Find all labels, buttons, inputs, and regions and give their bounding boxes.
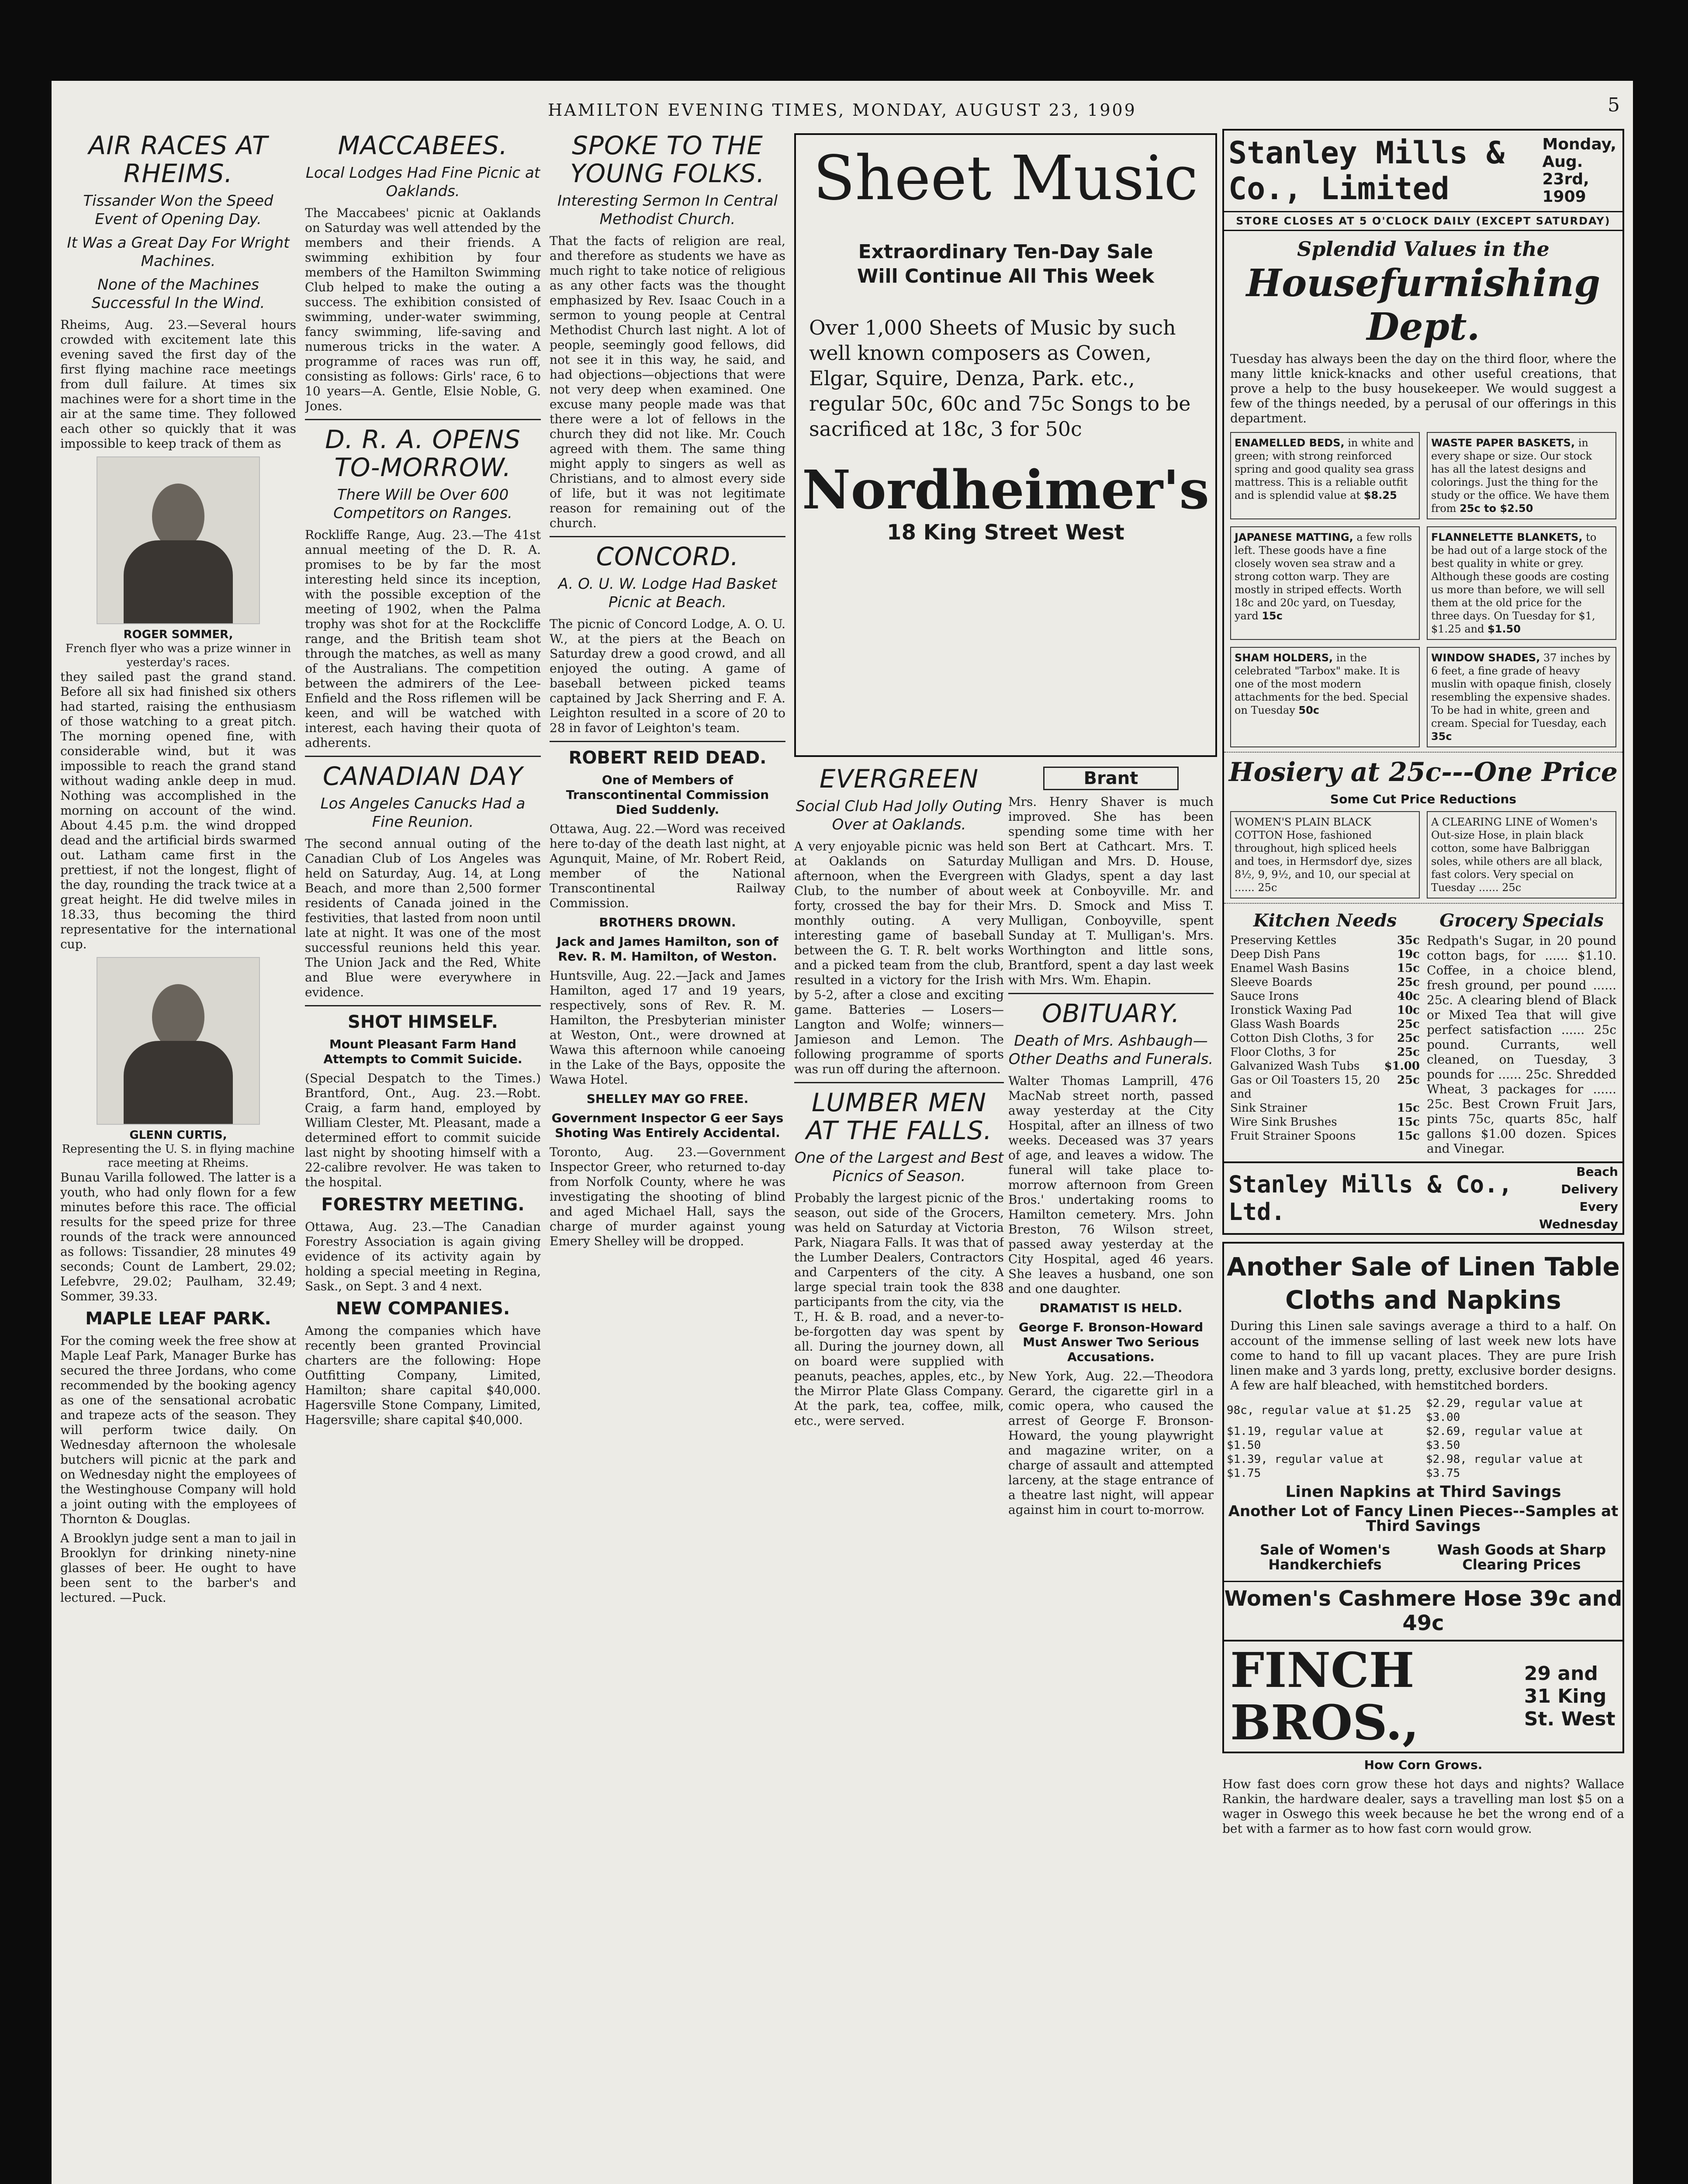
- kitchen-item: [1230, 947, 1420, 961]
- sheet-music-ad: [794, 133, 1217, 757]
- kitchen-item-name: Cotton Dish Cloths, 3 for: [1230, 1032, 1374, 1045]
- product-price: 25c to $2.50: [1460, 502, 1533, 515]
- ad-body: Over 1,000 Sheets of Music by such well known composers as Cowen, Elgar, Squire, Denza, Park. etc., regular 50c, 60c and 75c Songs to be sacrificed at 18c, 3 for 50c: [809, 316, 1191, 441]
- ad-firm: Stanley Mills & Co., Limited: [1228, 135, 1505, 207]
- divider: [1224, 903, 1622, 904]
- ad-subtitle: Will Continue All This Week: [857, 265, 1155, 287]
- article-paragraph: Ottawa, Aug. 22.—Word was received here to-day of the death last night, at Agunquit, Maine, of Mr. Robert Reid, member of the National Transcontinental Railway Commission.: [550, 822, 785, 910]
- kitchen-list: [1230, 933, 1420, 1143]
- hosiery-item: WOMEN'S PLAIN BLACK COTTON Hose, fashioned throughout, high spliced heels and toes, in Hermsdorf dye, sizes 8½, 9, 9½, and 10, our special at ...... 25c: [1230, 811, 1420, 898]
- column-maccabees: [305, 129, 541, 2184]
- portrait-glenn-curtis: [97, 957, 260, 1125]
- ad-address: 18 King Street West: [887, 520, 1124, 545]
- headline-maccabees: MACCABEES.: [338, 131, 508, 160]
- article-paragraph: Among the companies which have recently been granted Provincial charters are the following: Hope Outfitting Company, Limited, Hamilton; share capital $40,000. Hagersville Stone Company, Limited, Hagersville; share capital $40,000.: [305, 1324, 541, 1427]
- kitchen-item-name: Preserving Kettles: [1230, 934, 1337, 947]
- headline-shelley: SHELLEY MAY GO FREE.: [586, 1092, 749, 1106]
- kitchen-item: [1230, 961, 1420, 975]
- deck: Mount Pleasant Farm Hand Attempts to Commit Suicide.: [323, 1037, 522, 1066]
- product-title: ENAMELLED BEDS,: [1235, 437, 1345, 449]
- deck: Tissander Won the Speed Event of Opening Day.: [83, 192, 273, 228]
- kitchen-item-name: Sleeve Boards: [1230, 976, 1312, 989]
- ad-title: Sheet Music: [813, 143, 1198, 214]
- grocery-specials: [1427, 908, 1616, 1156]
- beach-delivery: Beach Delivery Every Wednesday: [1539, 1165, 1618, 1231]
- ad-subtitle: Extraordinary Ten-Day Sale: [858, 241, 1153, 263]
- napkins-title: Linen Napkins at Third Savings: [1285, 1483, 1561, 1501]
- handkerchief-title: Sale of Women's Handkerchiefs: [1259, 1541, 1391, 1573]
- masthead: HAMILTON EVENING TIMES, MONDAY, AUGUST 23, 1909: [548, 100, 1137, 120]
- ad-subtitle: Splendid Values in the: [1297, 237, 1550, 261]
- headline-concord: CONCORD.: [596, 542, 739, 571]
- kitchen-item-name: Enamel Wash Basins: [1230, 962, 1349, 975]
- product-item: [1230, 647, 1420, 747]
- deck: None of the Machines Successful In the Wind.: [91, 276, 265, 312]
- linen-price-cell: $2.69, regular value at $3.50: [1426, 1425, 1584, 1452]
- kitchen-item-name: Gas or Oil Toasters 15, 20 and: [1230, 1074, 1380, 1101]
- article-paragraph: The Maccabees' picnic at Oaklands on Saturday was well attended by the members and their friends. A swimming exhibition by four members of the Hamilton Swimming Club helped to make the outing a success. The exhibition consisted of swimming, under-water swimming, fancy swimming, life-saving and numerous tricks in the water. A programme of races was run off, consisting as follows: Girls' race, 6 to 10 years—A. Gentle, Elsie Noble, G. Jones.: [305, 206, 541, 413]
- headline-air-races: AIR RACES AT RHEIMS.: [88, 131, 268, 188]
- kitchen-item-name: Deep Dish Pans: [1230, 948, 1320, 961]
- kitchen-item-price: 15c: [1397, 1130, 1420, 1143]
- kitchen-item: [1230, 975, 1420, 989]
- divider: [305, 419, 541, 420]
- finch-firm: FINCH BROS.,: [1230, 1642, 1419, 1751]
- kitchen-item-price: 25c: [1397, 976, 1420, 989]
- ad-intro: Tuesday has always been the day on the third floor, where the many little knick-knacks and other useful creations, that prove a help to the busy housekeeper. We would suggest a few of the things needed, by a perusal of our offerings in this department.: [1230, 352, 1616, 425]
- newspaper-page: [52, 81, 1633, 2184]
- grocery-title: Grocery Specials: [1439, 910, 1604, 931]
- kitchen-item-name: Floor Cloths, 3 for: [1230, 1046, 1336, 1059]
- page-number: 5: [1608, 94, 1620, 116]
- article-paragraph: Huntsville, Aug. 22.—Jack and James Hamilton, aged 17 and 19 years, respectively, sons of Rev. R. M. Hamilton, the Presbyterian minister at Weston, Ont., were drowned at Wawa this afternoon while canoeing in the Lake of the Bays, opposite the Wawa Hotel.: [550, 968, 785, 1087]
- deck: Jack and James Hamilton, son of Rev. R. M. Hamilton, of Weston.: [557, 934, 778, 964]
- kitchen-item: [1230, 1073, 1420, 1101]
- product-price: 50c: [1298, 704, 1320, 716]
- kitchen-item-price: 35c: [1397, 934, 1420, 947]
- product-text: in the celebrated "Tarbox" make. It is one of the most modern attachments for the bed. Special on Tuesday: [1235, 652, 1408, 716]
- headline-dramatist: DRAMATIST IS HELD.: [1039, 1301, 1183, 1315]
- linen-price-cell: 98c, regular value at $1.25: [1227, 1404, 1411, 1417]
- kitchen-item: [1230, 1115, 1420, 1129]
- headline-robert-reid: ROBERT REID DEAD.: [568, 748, 767, 768]
- headline-forestry: FORESTRY MEETING.: [321, 1195, 525, 1215]
- photo-caption: ROGER SOMMER,: [123, 628, 233, 641]
- kitchen-item-name: Galvanized Wash Tubs: [1230, 1060, 1360, 1073]
- article-paragraph: Mrs. Henry Shaver is much improved. She has been spending some time with her son Bert at Cathcart. Mrs. T. Mulligan and Mrs. D. House, with Gladys, spent a day last week at Conboyville. Mr. and Mrs. D. Smock and Miss T. Mulligan, Conboyville, spent Sunday at T. Mulligan's. Mrs. Worthington and little sons, Brantford, spent a day last week with Mrs. Wm. Ehapin.: [1008, 795, 1214, 987]
- linen-price-cell: $1.39, regular value at $1.75: [1227, 1453, 1384, 1480]
- product-price: 35c: [1431, 730, 1452, 743]
- headline-obituary: OBITUARY.: [1042, 999, 1180, 1028]
- article-paragraph: New York, Aug. 22.—Theodora Gerard, the cigarette girl in a comic opera, who caused the arrest of George F. Bronson-Howard, the young playwright and magazine writer, on a charge of assault and attempted larceny, at the stage entrance of a theatre last night, will appear against him in court to-morrow.: [1008, 1369, 1214, 1517]
- product-price: $8.25: [1363, 489, 1397, 501]
- ad-firm-footer: Stanley Mills & Co., Ltd.: [1228, 1171, 1513, 1226]
- product-price: $1.50: [1487, 623, 1521, 635]
- kitchen-item-name: Fruit Strainer Spoons: [1230, 1130, 1356, 1143]
- column-evergreen: [794, 762, 1004, 2184]
- headline-maple-leaf-park: MAPLE LEAF PARK.: [85, 1309, 271, 1329]
- linen-title: Cloths and Napkins: [1285, 1285, 1561, 1315]
- linen-price-row: [1224, 1452, 1622, 1480]
- hosiery-item: A CLEARING LINE of Women's Out-size Hose, in plain black cotton, some have Balbriggan soles, while others are all black, fast colors. Very special on Tuesday ...... 25c: [1427, 811, 1616, 898]
- linen-sale-ad: [1222, 1242, 1624, 1753]
- ad-date: Monday, Aug. 23rd, 1909: [1542, 135, 1616, 206]
- kitchen-item-price: 15c: [1397, 962, 1420, 975]
- linen-price-row: [1224, 1396, 1622, 1424]
- kitchen-item: [1230, 1129, 1420, 1143]
- divider: [305, 1005, 541, 1006]
- headline-canadian-day: CANADIAN DAY: [322, 761, 523, 791]
- deck: There Will be Over 600 Competitors on Ranges.: [333, 486, 512, 522]
- column-brant: [1008, 762, 1214, 2184]
- product-text: in white and green; with strong reinforced spring and good quality sea grass mattress. This is a reliable outfit and is splendid value at: [1235, 437, 1414, 501]
- article-paragraph: Rheims, Aug. 23.—Several hours crowded with excitement late this evening saved the first day of the first flying machine race meetings from dull failure. At times six machines were for a short time in the air at the same time. They followed each other so quickly that it was impossible to keep track of them as: [60, 318, 296, 451]
- handkerchief-wash-grid: [1224, 1538, 1622, 1576]
- article-paragraph: Rockliffe Range, Aug. 23.—The 41st annual meeting of the D. R. A. promises to be by far the most interesting held since its inception, with the possible exception of the meeting of 1902, when the Palma trophy was shot for at the Rockcliffe range, and the British team shot through the matches, as well as many of the Australians. The competition between the admirers of the Lee-Enfield and the Ross riflemen will be keen, and will be watched with interest, each having their quota of adherents.: [305, 528, 541, 750]
- hosiery-title: Hosiery at 25c---One Price: [1228, 757, 1618, 788]
- kitchen-item-price: 15c: [1397, 1102, 1420, 1115]
- article-paragraph: The second annual outing of the Canadian Club of Los Angeles was held on Saturday, Aug. 14, at Long Beach, and more than 2,500 former residents of Canada joined in the festivities, that lasted from noon until late at night. It was one of the most successful reunions held this year. The Union Jack and the Red, White and Blue were everywhere in evidence.: [305, 836, 541, 999]
- article-paragraph: A very enjoyable picnic was held at Oaklands on Saturday afternoon, when the Evergreen Club, to the number of about forty, crossed the bay for their monthly outing. A very interesting game of baseball between the G. T. R. belt works and a picked team from the club, resulted in a victory for the Irish by 5-2, after a close and exciting game. Batteries — Losers—Langton and Wolfe; winners—Jamieson and Lemon. The following programme of sports was run off during the afternoon.: [794, 839, 1004, 1076]
- article-paragraph: Bunau Varilla followed. The latter is a youth, who had only flown for a few minutes before this race. The official results for the speed prize for three rounds of the track were announced as follows: Tissandier, 28 minutes 49 seconds; Count de Lambert, 29.02; Lefebvre, 29.02; Paulham, 32.49; Sommer, 39.33.: [60, 1170, 296, 1303]
- product-item: [1427, 526, 1616, 640]
- store-hours: STORE CLOSES AT 5 O'CLOCK DAILY (EXCEPT SATURDAY): [1224, 211, 1622, 231]
- divider: [305, 756, 541, 757]
- divider: [1008, 993, 1214, 994]
- divider: [794, 1082, 1004, 1083]
- deck: One of the Largest and Best Picnics of Season.: [794, 1149, 1004, 1185]
- finch-bros-banner: [1224, 1640, 1622, 1752]
- divider: [550, 741, 785, 742]
- headline-new-companies: NEW COMPANIES.: [336, 1299, 510, 1319]
- kitchen-item: [1230, 1031, 1420, 1045]
- deck: It Was a Great Day For Wright Machines.: [67, 234, 290, 270]
- column-air-races: [60, 129, 296, 2184]
- article-paragraph: Toronto, Aug. 23.—Government Inspector Greer, who returned to-day from Norfolk County, where he was investigating the shooting of blind and aged Michael Hall, says the charge of murder against young Emery Shelley will be dropped.: [550, 1145, 785, 1248]
- article-paragraph: For the coming week the free show at Maple Leaf Park, Manager Burke has secured the three Jordans, who come recommended by the booking agency as one of the sensational acrobatic and trapeze acts of the season. They will perform twice daily. On Wednesday afternoon the wholesale butchers will picnic at the park and on Wednesday night the employees of the Westinghouse Company will hold a joint outing with the employees of Thornton & Douglas.: [60, 1334, 296, 1526]
- product-text: a few rolls left. These goods have a fine closely woven sea straw and a strong cotton warp. They are mostly in striped effects. Worth 18c and 20c yard, on Tuesday, yard: [1235, 531, 1412, 622]
- kitchen-item-price: $1.00: [1384, 1060, 1420, 1073]
- divider: [1224, 752, 1622, 753]
- kitchen-item: [1230, 1045, 1420, 1059]
- kitchen-item: [1230, 1017, 1420, 1031]
- product-title: JAPANESE MATTING,: [1235, 531, 1353, 543]
- linen-price-cell: $1.19, regular value at $1.50: [1227, 1425, 1384, 1452]
- product-grid: [1224, 432, 1622, 747]
- ad-footer: [1224, 1161, 1622, 1233]
- article-paragraph: (Special Despatch to the Times.) Brantford, Ont., Aug. 23.—Robt. Craig, a farm hand, employed by William Clester, Mt. Pleasant, made a determined effort to commit suicide last night by shooting himself with a 22-calibre revolver. He was taken to the hospital.: [305, 1071, 541, 1189]
- product-price: 15c: [1262, 610, 1283, 622]
- kitchen-item: [1230, 933, 1420, 947]
- article-paragraph: A Brooklyn judge sent a man to jail in Brooklyn for drinking ninety-nine glasses of beer. He ought to have been sent to the barber's and lectured. —Puck.: [60, 1531, 296, 1605]
- kitchen-item: [1230, 1059, 1420, 1073]
- kitchen-item-price: 25c: [1397, 1046, 1420, 1059]
- kitchen-item-price: 25c: [1397, 1018, 1420, 1031]
- product-item: [1230, 526, 1420, 640]
- product-text: 37 inches by 6 feet, a fine grade of heavy muslin with opaque finish, closely resembling the expensive shades. To be had in white, green and cream. Special for Tuesday, each: [1431, 652, 1612, 729]
- kitchen-needs: [1230, 908, 1420, 1156]
- linen-price-row: [1224, 1424, 1622, 1452]
- ad-firm: Nordheimer's: [802, 458, 1210, 521]
- photo-caption-sub: French flyer who was a prize winner in yesterday's races.: [65, 642, 291, 669]
- deck: Social Club Had Jolly Outing Over at Oaklands.: [796, 798, 1003, 833]
- product-title: FLANNELETTE BLANKETS,: [1431, 531, 1583, 543]
- kitchen-item-name: Ironstick Waxing Pad: [1230, 1004, 1352, 1017]
- linen-price-table: [1224, 1396, 1622, 1480]
- column-stanley-mills: [1222, 129, 1624, 2184]
- hosiery-grid: [1224, 811, 1622, 898]
- grocery-text: Redpath's Sugar, in 20 pound cotton bags, for ...... $1.10. Coffee, in a choice blend, fresh ground, per pound ...... 25c. A clearing blend of Black or Mixed Tea that will give perfect satisfaction ...... 25c pound. Currants, well cleaned, on Tuesday, 3 pounds for ...... 25c. Shredded Wheat, 3 packages for ...... 25c. Best Crown Fruit Jars, pints 75c, quarts 85c, half gallons $1.00 dozen. Spices and Vinegar.: [1427, 933, 1616, 1156]
- ad-headline: Housefurnishing Dept.: [1246, 261, 1601, 349]
- product-title: SHAM HOLDERS,: [1235, 652, 1333, 664]
- stanley-mills-ad: [1222, 129, 1624, 1235]
- kitchen-grocery-grid: [1224, 908, 1622, 1156]
- photo-caption-sub: Representing the U. S. in flying machine race meeting at Rheims.: [62, 1143, 295, 1170]
- kitchen-item-price: 40c: [1397, 990, 1420, 1003]
- deck: One of Members of Transcontinental Commission Died Suddenly.: [566, 773, 769, 817]
- kitchen-item: [1230, 1003, 1420, 1017]
- headline-evergreen: EVERGREEN: [819, 764, 979, 794]
- headline-shot-himself: SHOT HIMSELF.: [348, 1012, 498, 1032]
- article-paragraph: they sailed past the grand stand. Before all six had finished six others had started, raising the enthusiasm of those watching to a great pitch. The morning opened fine, with considerable wind, but it was impossible to reach the grand stand without wading ankle deep in mud. Nothing was accomplished in the morning on account of the wind. About 4.45 p.m. the wind dropped dead and the artificial birds swarmed out. Latham came first in the prettiest, if not the longest, flight of the day, rounding the track twice at a great height. He did twelve miles in 18.33, thus becoming the third representative for the international cup.: [60, 670, 296, 951]
- kitchen-item: [1230, 989, 1420, 1003]
- portrait-roger-sommer: [97, 456, 260, 624]
- article-paragraph: That the facts of religion are real, and therefore as students we have as much right to take notice of religious as any other facts was the thought emphasized by Rev. Isaac Couch in a sermon to young people at Central Methodist Church last night. A lot of people, seemingly good fellows, did not see it in this way, he said, and had objections—objections that were not very deep when examined. One excuse many people made was that there were a lot of fellows in the church they did not like. Mr. Couch agreed with them. The same thing might apply to singers as well as Christians, and to almost every side of life, but it was not legitimate reason for remaining out of the church.: [550, 234, 785, 530]
- product-title: WASTE PAPER BASKETS,: [1431, 437, 1575, 449]
- headline-young-folks: SPOKE TO THE YOUNG FOLKS.: [570, 131, 765, 188]
- product-text: to be had out of a large stock of the best quality in white or grey. Although these goods are costing us more than before, we will sell them at the old price for the three days. On Tuesday for $1, $1.25 and: [1431, 531, 1609, 635]
- deck: George F. Bronson-Howard Must Answer Two Serious Accusations.: [1018, 1320, 1204, 1364]
- product-item: [1427, 432, 1616, 519]
- cashmere-title: Women's Cashmere Hose 39c and 49c: [1224, 1581, 1622, 1635]
- kitchen-item-price: 25c: [1397, 1032, 1420, 1045]
- headline-lumber-men: LUMBER MEN AT THE FALLS.: [806, 1088, 992, 1145]
- kitchen-item-price: 15c: [1397, 1116, 1420, 1129]
- headline-brothers-drown: BROTHERS DROWN.: [599, 915, 736, 930]
- deck: A. O. U. W. Lodge Had Basket Picnic at Beach.: [558, 575, 777, 611]
- finch-address: 29 and 31 King St. West: [1524, 1662, 1615, 1730]
- deck: Interesting Sermon In Central Methodist Church.: [557, 192, 778, 228]
- linen-title: Another Sale of Linen Table: [1227, 1252, 1620, 1282]
- photo-caption: GLENN CURTIS,: [129, 1129, 227, 1142]
- kitchen-item-name: Sauce Irons: [1230, 990, 1299, 1003]
- linen-price-cell: $2.29, regular value at $3.00: [1426, 1397, 1584, 1424]
- article-paragraph: Walter Thomas Lamprill, 476 MacNab street north, passed away yesterday at the City Hospital, after an illness of two weeks. Deceased was 37 years of age, and leaves a widow. The funeral will take place to-morrow afternoon from Green Bros.' undertaking rooms to Hamilton cemetery. Mrs. John Breston, 76 Wilson street, passed away yesterday at the City Hospital, aged 46 years. She leaves a husband, one son and one daughter.: [1008, 1074, 1214, 1296]
- product-item: [1427, 647, 1616, 747]
- linen-price-cell: $2.98, regular value at $3.75: [1426, 1453, 1584, 1480]
- headline-corn: How Corn Grows.: [1364, 1758, 1483, 1772]
- article-paragraph: Probably the largest picnic of the season, out side of the Grocers, was held on Saturday at Victoria Park, Niagara Falls. It was that of the Lumber Dealers, Contractors and Carpenters of the city. A large special train took the 838 participants from the city, via the T., H. & B. road, and a never-to-be-forgotten day was spent by all. During the journey down, all on board were supplied with peanuts, peaches, apples, etc., by the Mirror Plate Glass Company. At the park, tea, coffee, milk, etc., were served.: [794, 1191, 1004, 1428]
- product-title: WINDOW SHADES,: [1431, 652, 1540, 664]
- product-text: in every shape or size. Our stock has all the latest designs and colorings. Just the thing for the study or the office. We have them from: [1431, 437, 1610, 515]
- kitchen-item-price: 10c: [1397, 1004, 1420, 1017]
- hosiery-subtitle: Some Cut Price Reductions: [1330, 792, 1517, 806]
- headline-dra: D. R. A. OPENS TO-MORROW.: [325, 425, 521, 482]
- deck: Local Lodges Had Fine Picnic at Oaklands.: [305, 164, 540, 200]
- kitchen-item: [1230, 1101, 1420, 1115]
- article-paragraph: The picnic of Concord Lodge, A. O. U. W., at the piers at the Beach on Saturday drew a good crowd, and all enjoyed the outing. A game of baseball between picked teams captained by Jack Sherring and F. A. Leighton resulted in a score of 20 to 28 in favor of Leighton's team.: [550, 617, 785, 735]
- article-paragraph: Ottawa, Aug. 23.—The Canadian Forestry Association is again giving evidence of its activity again by holding a special meeting in Regina, Sask., on Sept. 3 and 4 next.: [305, 1220, 541, 1293]
- kitchen-item-name: Glass Wash Boards: [1230, 1018, 1340, 1031]
- fancy-linen-title: Another Lot of Fancy Linen Pieces--Samples at Third Savings: [1228, 1503, 1619, 1535]
- wash-goods-title: Wash Goods at Sharp Clearing Prices: [1437, 1541, 1606, 1573]
- kitchen-item-name: Sink Strainer: [1230, 1102, 1307, 1115]
- divider: [550, 536, 785, 537]
- linen-intro: During this Linen sale savings average a third to a half. On account of the immense selling of last week new lots have come to hand to fill up vacant places. They are pure Irish linen make and 3 yards long, pretty, exclusive border designs. A few are half bleached, with hemstitched borders.: [1230, 1319, 1616, 1393]
- kitchen-item-name: Wire Sink Brushes: [1230, 1116, 1337, 1129]
- product-item: [1230, 432, 1420, 519]
- kitchen-item-price: 25c: [1397, 1074, 1420, 1087]
- kitchen-item-price: 19c: [1397, 948, 1420, 961]
- article-paragraph: How fast does corn grow these hot days and nights? Wallace Rankin, the hardware dealer, says a travelling man lost $5 on a wager in Oswego this week because he bet the wrong end of a bet with a farmer as to how fast corn would grow.: [1222, 1777, 1624, 1836]
- deck: Death of Mrs. Ashbaugh—Other Deaths and Funerals.: [1008, 1032, 1214, 1068]
- deck: Government Inspector G eer Says Shoting Was Entirely Accidental.: [551, 1111, 784, 1140]
- kitchen-title: Kitchen Needs: [1253, 910, 1397, 931]
- deck: Los Angeles Canucks Had a Fine Reunion.: [320, 795, 526, 831]
- column-young-folks: [550, 129, 785, 2184]
- headline-brant: Brant: [1043, 767, 1179, 790]
